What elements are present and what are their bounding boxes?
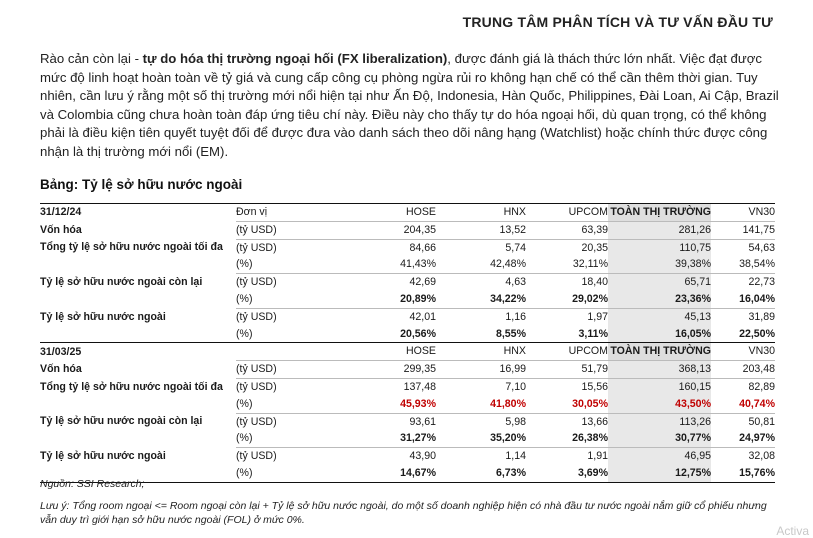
section-date: 31/03/25 bbox=[40, 343, 236, 361]
column-header: HNX bbox=[436, 343, 526, 361]
table-cell: 281,26 bbox=[608, 221, 711, 239]
table-row bbox=[40, 256, 775, 273]
table-row bbox=[40, 430, 775, 447]
table-cell: 43,50% bbox=[608, 396, 711, 413]
table-cell: 3,69% bbox=[526, 465, 608, 482]
table-cell: 39,38% bbox=[608, 256, 711, 273]
table-cell: 22,50% bbox=[739, 327, 775, 340]
row-unit: (%) bbox=[236, 258, 253, 271]
table-cell: 14,67% bbox=[320, 465, 436, 482]
table-cell: 82,89 bbox=[711, 378, 775, 395]
unit-header bbox=[236, 343, 320, 361]
column-header: HOSE bbox=[320, 204, 436, 222]
table-cell: 31,27% bbox=[400, 432, 436, 445]
table-cell: 113,26 bbox=[608, 413, 711, 430]
row-label: Tỷ lệ sở hữu nước ngoài bbox=[40, 310, 166, 323]
table-cell: 65,71 bbox=[608, 274, 711, 291]
table-cell: 204,35 bbox=[320, 221, 436, 239]
row-unit: (%) bbox=[236, 327, 253, 340]
column-header: VN30 bbox=[711, 343, 775, 361]
body-paragraph bbox=[40, 50, 780, 162]
table-cell: 12,75% bbox=[608, 465, 711, 482]
table-cell: 1,14 bbox=[436, 448, 526, 465]
row-label: Tỷ lệ sở hữu nước ngoài bbox=[40, 449, 166, 462]
row-unit: (%) bbox=[236, 397, 253, 410]
table-cell: 46,95 bbox=[608, 448, 711, 465]
table-cell: 20,89% bbox=[400, 292, 436, 305]
table-cell: 93,61 bbox=[320, 413, 436, 430]
row-unit: (tỷ USD) bbox=[236, 221, 320, 239]
table-cell: 20,56% bbox=[400, 327, 436, 340]
column-header: UPCOM bbox=[526, 204, 608, 222]
row-unit: (tỷ USD) bbox=[236, 361, 320, 379]
table-cell: 1,97 bbox=[526, 308, 608, 325]
section-date: 31/12/24 bbox=[40, 204, 236, 222]
column-header: TOÀN THỊ TRƯỜNG bbox=[608, 204, 711, 222]
row-unit: (%) bbox=[236, 292, 253, 305]
table-cell: 35,20% bbox=[490, 432, 526, 445]
table-row bbox=[40, 291, 775, 308]
row-unit: (tỷ USD) bbox=[236, 378, 320, 395]
table-cell: 42,69 bbox=[320, 274, 436, 291]
table-cell: 84,66 bbox=[320, 239, 436, 256]
table-cell: 40,74% bbox=[739, 397, 775, 410]
row-unit: (tỷ USD) bbox=[236, 239, 320, 256]
table-cell: 41,43% bbox=[400, 258, 436, 271]
table-cell: 7,10 bbox=[436, 378, 526, 395]
table-row bbox=[40, 361, 775, 379]
row-label: Tỷ lệ sở hữu nước ngoài còn lại bbox=[40, 415, 203, 428]
row-label bbox=[40, 326, 236, 343]
table-cell: 160,15 bbox=[608, 378, 711, 395]
row-unit: (%) bbox=[236, 465, 320, 482]
table-row bbox=[40, 221, 775, 239]
unit-header: Đơn vị bbox=[236, 204, 320, 222]
table-cell: 32,11% bbox=[572, 258, 608, 271]
column-header: HNX bbox=[436, 204, 526, 222]
table-cell: 29,02% bbox=[572, 292, 608, 305]
table-cell: 15,56 bbox=[526, 378, 608, 395]
table-cell: 63,39 bbox=[526, 221, 608, 239]
table-row bbox=[40, 326, 775, 343]
table-cell: 368,13 bbox=[608, 361, 711, 379]
section-header-row bbox=[40, 343, 775, 361]
row-label: Tỷ lệ sở hữu nước ngoài còn lại bbox=[40, 275, 203, 288]
footnote: Lưu ý: Tổng room ngoại <= Room ngoại còn lại + Tỷ lệ sở hữu nước ngoài, do một số doanh nghiệp hiện có nhà đầu tư nước ngoài nắm giữ cổ phiếu nhưng vẫn duy trì giới hạn sở hữu nước ngoài (FOL) ở mức 0%. bbox=[40, 500, 767, 526]
table-cell: 1,16 bbox=[436, 308, 526, 325]
row-unit: (tỷ USD) bbox=[236, 413, 320, 430]
table-cell: 23,36% bbox=[608, 291, 711, 308]
table-cell: 51,79 bbox=[526, 361, 608, 379]
paragraph-intro: Rào cản còn lại - bbox=[40, 51, 143, 66]
row-label: Tổng tỷ lệ sở hữu nước ngoài tối đa bbox=[40, 241, 223, 254]
paragraph-rest: , được đánh giá là thách thức lớn nhất. Việc đạt được mức độ linh hoạt hoàn toàn về tỷ giá và cung cấp công cụ phòng ngừa rủi ro không hạn chế có thể cần thêm thời gian. Tuy nhiên, cần lưu ý rằng một số thị trường mới nổi hiện tại như Ấn Độ, Indonesia, Hàn Quốc, Philippines, Đài Loan, Ai Cập, Brazil và Colombia cũng chưa hoàn toàn đáp ứng tiêu chí này. Điều này cho thấy tự do hóa ngoại hối, dù quan trọng, có thể không phải là điều kiện tiên quyết tuyệt đối để được đưa vào danh sách theo dõi nâng hạng (Watchlist) hoặc chính thức được công nhận là thị trường mới nổi (EM). bbox=[40, 51, 779, 159]
table-cell: 5,98 bbox=[436, 413, 526, 430]
table-cell: 42,48% bbox=[490, 258, 526, 271]
table-cell: 18,40 bbox=[526, 274, 608, 291]
table-cell: 299,35 bbox=[320, 361, 436, 379]
foreign-ownership-table bbox=[40, 203, 775, 483]
table-cell: 4,63 bbox=[436, 274, 526, 291]
table-cell: 13,66 bbox=[526, 413, 608, 430]
table-title: Bảng: Tỷ lệ sở hữu nước ngoài bbox=[40, 177, 243, 192]
table-row bbox=[40, 413, 775, 430]
row-unit: (tỷ USD) bbox=[236, 274, 320, 291]
table-cell: 13,52 bbox=[436, 221, 526, 239]
table-cell: 8,55% bbox=[495, 327, 526, 340]
column-header: TOÀN THỊ TRƯỜNG bbox=[608, 343, 711, 361]
table-cell: 41,80% bbox=[490, 397, 526, 410]
section-header-row bbox=[40, 204, 775, 222]
row-label bbox=[40, 291, 236, 308]
table-cell: 6,73% bbox=[436, 465, 526, 482]
table-cell: 110,75 bbox=[608, 239, 711, 256]
table-cell: 38,54% bbox=[739, 258, 775, 271]
table-cell: 203,48 bbox=[711, 361, 775, 379]
table-cell: 16,05% bbox=[608, 326, 711, 343]
table-row bbox=[40, 396, 775, 413]
table-row bbox=[40, 465, 775, 482]
table-cell: 5,74 bbox=[436, 239, 526, 256]
table-cell: 43,90 bbox=[320, 448, 436, 465]
row-label: Tổng tỷ lệ sở hữu nước ngoài tối đa bbox=[40, 380, 223, 393]
row-label bbox=[40, 430, 236, 447]
column-header: HOSE bbox=[320, 343, 436, 361]
table-cell: 31,89 bbox=[711, 308, 775, 325]
table-cell: 45,13 bbox=[608, 308, 711, 325]
table-cell: 30,77% bbox=[608, 430, 711, 447]
table-row bbox=[40, 448, 775, 465]
table-cell: 141,75 bbox=[711, 221, 775, 239]
table-cell: 50,81 bbox=[711, 413, 775, 430]
source-note: Nguồn: SSI Research; bbox=[40, 478, 145, 490]
table-row bbox=[40, 378, 775, 395]
table-cell: 34,22% bbox=[490, 292, 526, 305]
report-header: TRUNG TÂM PHÂN TÍCH VÀ TƯ VẤN ĐẦU TƯ bbox=[462, 14, 773, 30]
row-unit: (tỷ USD) bbox=[236, 308, 320, 325]
table-row bbox=[40, 274, 775, 291]
table-cell: 32,08 bbox=[711, 448, 775, 465]
table-cell: 16,04% bbox=[739, 292, 775, 305]
table-cell: 3,11% bbox=[578, 327, 608, 340]
table-cell: 20,35 bbox=[526, 239, 608, 256]
table-cell: 30,05% bbox=[572, 397, 608, 410]
table-cell: 1,91 bbox=[526, 448, 608, 465]
column-header: VN30 bbox=[711, 204, 775, 222]
row-label: Vốn hóa bbox=[40, 363, 82, 376]
watermark: Activa bbox=[776, 524, 809, 538]
column-header: UPCOM bbox=[526, 343, 608, 361]
table-cell: 26,38% bbox=[572, 432, 608, 445]
row-unit: (tỷ USD) bbox=[236, 448, 320, 465]
table-cell: 54,63 bbox=[711, 239, 775, 256]
paragraph-highlight: tự do hóa thị trường ngoại hối (FX liberalization) bbox=[142, 51, 448, 66]
table-cell: 15,76% bbox=[711, 465, 775, 482]
table-cell: 137,48 bbox=[320, 378, 436, 395]
row-unit: (%) bbox=[236, 432, 253, 445]
row-label bbox=[40, 396, 236, 413]
table-cell: 45,93% bbox=[400, 397, 436, 410]
table-cell: 22,73 bbox=[711, 274, 775, 291]
table-cell: 42,01 bbox=[320, 308, 436, 325]
row-label bbox=[40, 256, 236, 273]
table-row bbox=[40, 308, 775, 325]
table-cell: 16,99 bbox=[436, 361, 526, 379]
table-cell: 24,97% bbox=[739, 432, 775, 445]
row-label: Vốn hóa bbox=[40, 223, 82, 236]
table-row bbox=[40, 239, 775, 256]
